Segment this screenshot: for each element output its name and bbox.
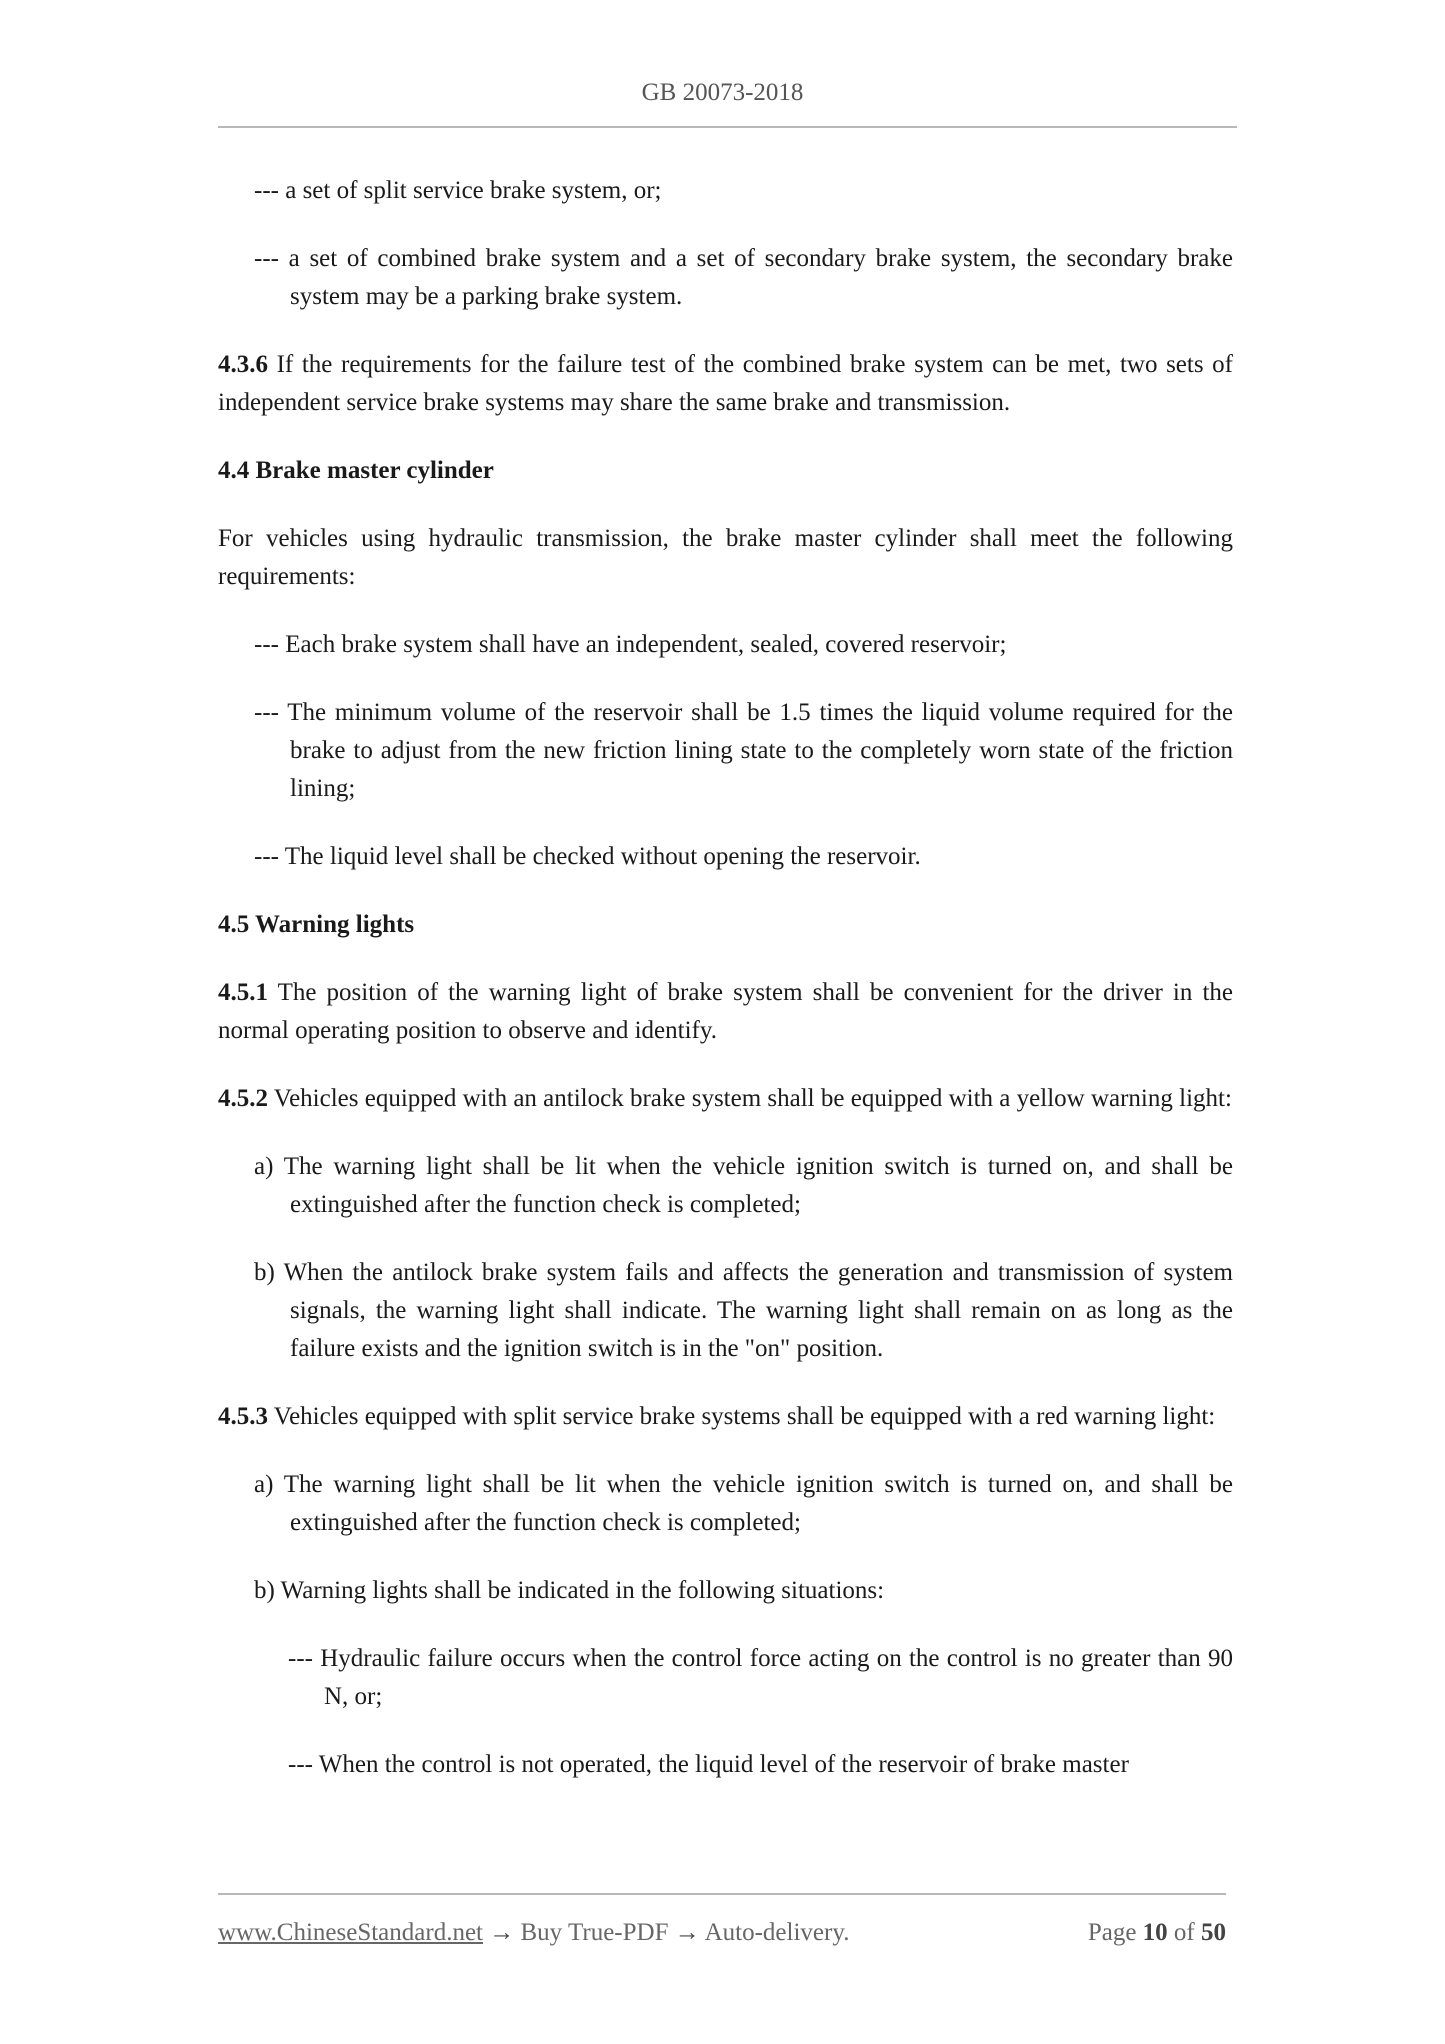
- page-label: Page: [1087, 1919, 1137, 1946]
- sub-item-liquid-level: --- When the control is not operated, the liquid level of the reservoir of brake master: [288, 1751, 1129, 1778]
- list-item-liquid-level: --- The liquid level shall be checked without opening the reservoir.: [254, 843, 921, 870]
- page-content: [218, 172, 1233, 1814]
- list-item-split-service: --- a set of split service brake system, or;: [254, 177, 662, 204]
- clause-number: 4.3.6: [218, 351, 268, 378]
- buy-pdf-text: Buy True-PDF: [520, 1919, 669, 1946]
- list-item-4-5-3-a: a) The warning light shall be lit when the vehicle ignition switch is turned on, and shall be extinguished after the function check is completed;: [254, 1471, 1233, 1536]
- list-item-4-5-2-a: a) The warning light shall be lit when the vehicle ignition switch is turned on, and shall be extinguished after the function check is completed;: [254, 1153, 1233, 1218]
- list-item-4-5-2-b: b) When the antilock brake system fails and affects the generation and transmission of system signals, the warning light shall indicate. The warning light shall remain on as long as the failure exists and the ignition switch is in the "on" position.: [254, 1259, 1233, 1362]
- header-divider: [218, 126, 1237, 128]
- clause-4-5-3: [218, 1398, 1233, 1436]
- website-link[interactable]: www.ChineseStandard.net: [218, 1919, 483, 1946]
- list-item-reservoir-volume: --- The minimum volume of the reservoir shall be 1.5 times the liquid volume required for the brake to adjust from the new friction lining state to the completely worn state of the friction lining;: [254, 699, 1233, 802]
- footer-divider: [218, 1893, 1226, 1895]
- of-label: of: [1173, 1919, 1195, 1946]
- clause-4-5-2: [218, 1080, 1233, 1118]
- clause-text: Vehicles equipped with an antilock brake system shall be equipped with a yellow warning light:: [268, 1085, 1232, 1112]
- auto-delivery-text: Auto-delivery.: [704, 1919, 850, 1946]
- clause-4-3-6: [218, 346, 1233, 422]
- clause-text: Vehicles equipped with split service brake systems shall be equipped with a red warning light:: [268, 1403, 1216, 1430]
- total-pages: 50: [1201, 1919, 1226, 1946]
- clause-text: The position of the warning light of brake system shall be convenient for the driver in the normal operating position to observe and identify.: [218, 979, 1233, 1044]
- footer-promo: [218, 1914, 849, 1952]
- section-heading-4-4: 4.4 Brake master cylinder: [218, 457, 494, 484]
- list-item-combined-brake: --- a set of combined brake system and a set of secondary brake system, the secondary brake system may be a parking brake system.: [254, 245, 1233, 310]
- section-heading-4-5: 4.5 Warning lights: [218, 911, 415, 938]
- document-code-header: GB 20073-2018: [641, 79, 804, 106]
- arrow-right-icon: →: [483, 1919, 521, 1946]
- clause-number: 4.5.1: [218, 979, 268, 1006]
- clause-4-5-1: [218, 974, 1233, 1050]
- current-page: 10: [1142, 1919, 1168, 1946]
- arrow-right-icon: →: [668, 1919, 705, 1946]
- sub-item-hydraulic-failure: --- Hydraulic failure occurs when the control force acting on the control is no greater than 90 N, or;: [288, 1645, 1233, 1710]
- list-item-reservoir: --- Each brake system shall have an independent, sealed, covered reservoir;: [254, 631, 1007, 658]
- clause-number: 4.5.2: [218, 1085, 268, 1112]
- page-number: [1088, 1914, 1226, 1952]
- paragraph-4-4: For vehicles using hydraulic transmission, the brake master cylinder shall meet the following requirements:: [218, 525, 1233, 590]
- clause-number: 4.5.3: [218, 1403, 268, 1430]
- list-item-4-5-3-b: b) Warning lights shall be indicated in the following situations:: [254, 1577, 885, 1604]
- clause-text: If the requirements for the failure test of the combined brake system can be met, two sets of independent service brake systems may share the same brake and transmission.: [218, 351, 1233, 416]
